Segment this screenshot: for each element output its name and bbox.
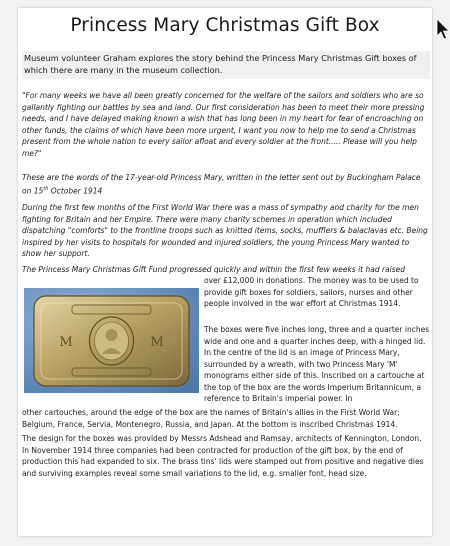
fund-paragraph-intro: The Princess Mary Christmas Gift Fund progressed quickly and within the first few weeks it had raised xyxy=(22,265,406,274)
arrow-cursor-icon xyxy=(436,18,450,40)
gift-box-illustration xyxy=(24,288,199,393)
source-text: These are the words of the 17-year-old Princess Mary, written in the letter sent out by Buckingham Palace on 15 xyxy=(22,173,421,195)
left-monogram: M xyxy=(59,335,73,350)
right-monogram: M xyxy=(150,335,164,350)
article-page xyxy=(18,8,432,536)
war-paragraph: During the first few months of the First World War there was a mass of sympathy and charity for the men fighting for Britain and her Empire. There were many charity schemes in operation which included dispatching "comforts" to the frontline troops such as knitted items, socks, mufflers & balaclavas etc. Being inspired by her visits to hospitals for wounded and injured soldiers, the young Princess Mary wanted to show her support. xyxy=(22,203,428,258)
design-paragraph: The design for the boxes was provided by Messrs Adshead and Ramsay, architects of Kennington, London. In November 1914 three companies had been contracted for production of the gift box, by the end of production this had expanded to six. The brass tins' lids were stamped out from positive and negative dies and surviving examples reveal some small variations to the lid, e.g. smaller font, head size. xyxy=(22,434,424,478)
page-title: Princess Mary Christmas Gift Box xyxy=(70,15,380,36)
source-date: October 1914 xyxy=(48,186,103,195)
gift-box-photo xyxy=(24,288,199,393)
boxes-paragraph-full: other cartouches, around the edge of the box are the names of Britain's allies in the First World War; Belgium, France, Servia, Montenegro, Russia, and Japan. At the bottom is inscribed Christmas 1914. xyxy=(22,408,400,429)
fund-paragraph-side: over £12,000 in donations. The money was to be used to provide gift boxes for soldiers, sailors, nurses and other people involved in the war effort at Christmas 1914. xyxy=(204,276,419,308)
source-paragraph xyxy=(22,172,430,197)
boxes-paragraph-side: The boxes were five inches long, three and a quarter inches wide and one and a quarter inches deep, with a hinged lid. In the centre of the lid is an image of Princess Mary, surrounded by a wreath, with two Princess Mary 'M' monograms either side of this. Inscribed on a cartouche at the top of the box are the words Imperium Britannicum, a reference to Britain's imperial power. In xyxy=(204,325,430,403)
quote-paragraph: "For many weeks we have all been greatly concerned for the welfare of the sailors and soldiers who are so gallantly fighting our battles by sea and land. Our first consideration has been to meet their more pressing needs, and I have delayed making known a wish that has long been in my heart for fear of encroaching on other funds, the claims of which have been more urgent, I want you now to help me to send a Christmas present from the whole nation to every sailor afloat and every soldier at the front..... Please will you help me?" xyxy=(22,91,425,158)
intro-paragraph: Museum volunteer Graham explores the story behind the Princess Mary Christmas Gift boxes of which there are many in the museum collection. xyxy=(22,51,430,79)
source-superscript: th xyxy=(43,185,49,192)
title-bar xyxy=(18,8,432,42)
